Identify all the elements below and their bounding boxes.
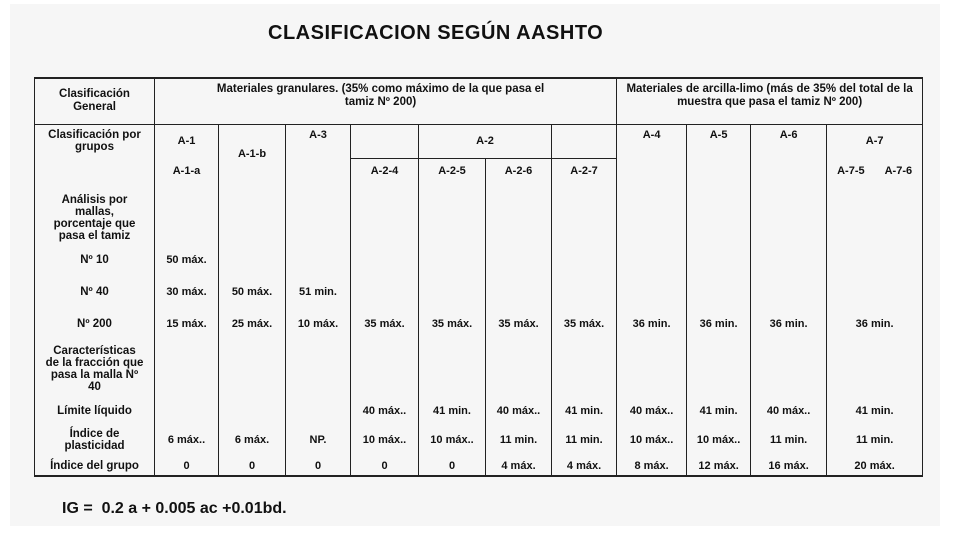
groups-row bbox=[35, 124, 923, 158]
group-a6: A-6 bbox=[751, 124, 827, 184]
ip-a27: 11 min. bbox=[552, 424, 617, 456]
group-a24: A-2-4 bbox=[351, 158, 419, 184]
group-a2: A-2 bbox=[419, 124, 552, 158]
ip-a7: 11 min. bbox=[827, 424, 923, 456]
n40-a3: 51 min. bbox=[286, 276, 351, 308]
ig-label: Índice del grupo bbox=[35, 456, 155, 476]
n200-a3: 10 máx. bbox=[286, 308, 351, 340]
analisis-label: Análisis por mallas, porcentaje que pasa el tamiz bbox=[35, 184, 155, 244]
n10-label: Nº 10 bbox=[35, 244, 155, 276]
grupos-label: Clasificación por grupos bbox=[35, 124, 155, 184]
group-a7: A-7 bbox=[827, 124, 923, 158]
n200-a27: 35 máx. bbox=[552, 308, 617, 340]
clasificacion-general-label: Clasificación General bbox=[35, 78, 155, 124]
n200-a1a: 15 máx. bbox=[155, 308, 219, 340]
ip-a25: 10 máx.. bbox=[419, 424, 486, 456]
group-a1: A-1 bbox=[155, 124, 219, 158]
ll-a24: 40 máx.. bbox=[351, 398, 419, 424]
ig-a5: 12 máx. bbox=[687, 456, 751, 476]
group-a3: A-3 bbox=[286, 124, 351, 184]
group-a5: A-5 bbox=[687, 124, 751, 184]
ip-a26: 11 min. bbox=[486, 424, 552, 456]
group-a4: A-4 bbox=[617, 124, 687, 184]
ll-a5: 41 min. bbox=[687, 398, 751, 424]
ll-a27: 41 min. bbox=[552, 398, 617, 424]
n40-label: Nº 40 bbox=[35, 276, 155, 308]
n200-a4: 36 min. bbox=[617, 308, 687, 340]
indice-plasticidad-row bbox=[35, 424, 923, 456]
ig-a1a: 0 bbox=[155, 456, 219, 476]
ig-a26: 4 máx. bbox=[486, 456, 552, 476]
n40-a1b: 50 máx. bbox=[219, 276, 286, 308]
n200-a7: 36 min. bbox=[827, 308, 923, 340]
limite-liquido-row bbox=[35, 398, 923, 424]
ig-a27: 4 máx. bbox=[552, 456, 617, 476]
caracteristicas-row bbox=[35, 340, 923, 398]
group-index-formula: IG = 0.2 a + 0.005 ac +0.01bd. bbox=[62, 500, 287, 517]
group-a1b: A-1-b bbox=[219, 124, 286, 184]
ll-a4: 40 máx.. bbox=[617, 398, 687, 424]
ip-a5: 10 máx.. bbox=[687, 424, 751, 456]
ig-a7: 20 máx. bbox=[827, 456, 923, 476]
arcilla-limo-header: Materiales de arcilla-limo (más de 35% del total de la muestra que pasa el tamiz Nº 200) bbox=[617, 78, 923, 124]
ip-label: Índice de plasticidad bbox=[35, 424, 155, 456]
ip-a6: 11 min. bbox=[751, 424, 827, 456]
ll-a26: 40 máx.. bbox=[486, 398, 552, 424]
ip-a24: 10 máx.. bbox=[351, 424, 419, 456]
indice-grupo-row bbox=[35, 456, 923, 476]
ig-a6: 16 máx. bbox=[751, 456, 827, 476]
n200-a25: 35 máx. bbox=[419, 308, 486, 340]
header-row bbox=[35, 78, 923, 124]
n200-a5: 36 min. bbox=[687, 308, 751, 340]
analisis-row bbox=[35, 184, 923, 244]
ig-a1b: 0 bbox=[219, 456, 286, 476]
group-a1a: A-1-a bbox=[155, 158, 219, 184]
granulares-header: Materiales granulares. (35% como máximo de la que pasa el tamiz Nº 200) bbox=[155, 78, 617, 124]
scanned-sheet bbox=[10, 4, 940, 526]
group-a27: A-2-7 bbox=[552, 158, 617, 184]
group-a25: A-2-5 bbox=[419, 158, 486, 184]
ig-a4: 8 máx. bbox=[617, 456, 687, 476]
ip-a4: 10 máx.. bbox=[617, 424, 687, 456]
n200-label: Nº 200 bbox=[35, 308, 155, 340]
n200-row bbox=[35, 308, 923, 340]
ig-a24: 0 bbox=[351, 456, 419, 476]
n200-a6: 36 min. bbox=[751, 308, 827, 340]
ip-a1b: 6 máx. bbox=[219, 424, 286, 456]
group-a75: A-7-5 bbox=[837, 165, 865, 177]
ig-a3: 0 bbox=[286, 456, 351, 476]
n10-row bbox=[35, 244, 923, 276]
n200-a26: 35 máx. bbox=[486, 308, 552, 340]
n40-row bbox=[35, 276, 923, 308]
n200-a24: 35 máx. bbox=[351, 308, 419, 340]
group-a26: A-2-6 bbox=[486, 158, 552, 184]
n40-a1a: 30 máx. bbox=[155, 276, 219, 308]
caracteristicas-label: Características de la fracción que pasa la malla Nº 40 bbox=[35, 340, 155, 398]
ll-a6: 40 máx.. bbox=[751, 398, 827, 424]
ll-a25: 41 min. bbox=[419, 398, 486, 424]
ll-a7: 41 min. bbox=[827, 398, 923, 424]
n10-a1a: 50 máx. bbox=[155, 244, 219, 276]
ip-a3: NP. bbox=[286, 424, 351, 456]
n200-a1b: 25 máx. bbox=[219, 308, 286, 340]
page-title: CLASIFICACION SEGÚN AASHTO bbox=[268, 22, 604, 44]
group-a76: A-7-6 bbox=[884, 165, 913, 177]
ip-a1a: 6 máx.. bbox=[155, 424, 219, 456]
aashto-classification-table bbox=[34, 77, 923, 477]
ig-a25: 0 bbox=[419, 456, 486, 476]
group-a7-subgroups bbox=[827, 158, 923, 184]
ll-label: Límite líquido bbox=[35, 398, 155, 424]
